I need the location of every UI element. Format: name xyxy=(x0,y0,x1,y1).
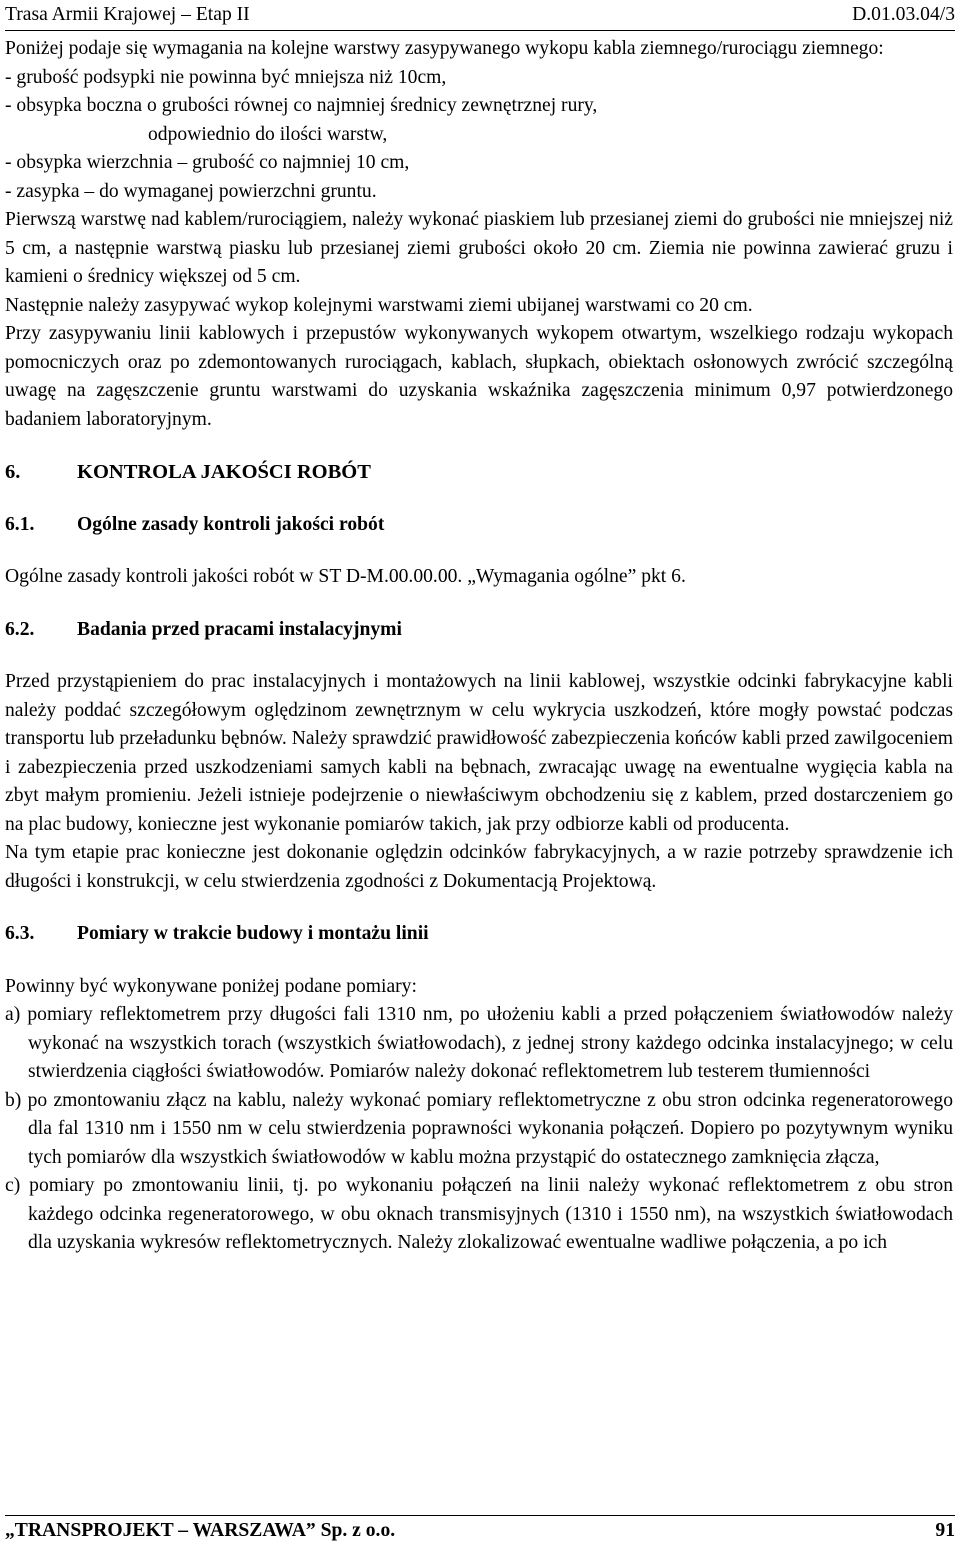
requirement-item: - obsypka wierzchnia – grubość co najmniej 10 cm, xyxy=(5,152,410,173)
section-number: 6. xyxy=(5,461,21,483)
requirement-item-continuation: odpowiednio do ilości warstw, xyxy=(148,123,388,145)
list-item: c) pomiary po zmontowaniu linii, tj. po wykonaniu połączeń na linii należy wykonać reflektometrem z obu stron każdego odcinka regeneratorowego, w obu oknach transmisyjnych (1310 i 1550 nm), na wszystkich światłowodach dla uzyskania wykresów reflektometrycznych. Należy zlokalizować ewentualne wadliwe połączenia, a po ich xyxy=(5,1175,953,1253)
body-paragraph: Przed przystąpieniem do prac instalacyjnych i montażowych na linii kablowej, wszystkie odcinki fabrykacyjne kabli należy poddać szczegółowym oględzinom zewnętrznym w celu wykrycia uszkodzeń, które mogły powstać podczas transportu lub przeładunku bębnów. Należy sprawdzić prawidłowość zabezpieczenia końców kabli przed zawilgoceniem i zabezpieczenia przed uszkodzeniami samych kabli na bębnach, zwracając uwagę na ewentualne wygięcia kabla na zbyt małym promieniu. Jeżeli istnieje podejrzenie o niewłaściwym obchodzeniu się z kablem, przed dostarczeniem go na plac budowy, konieczne jest wykonanie pomiarów takich, jak przy odbiorze kabli od producenta. xyxy=(5,671,953,835)
body-paragraph: Następnie należy zasypywać wykop kolejnymi warstwami ziemi ubijanej warstwami co 20 cm. xyxy=(5,294,753,316)
section-number: 6.1. xyxy=(5,513,35,535)
body-paragraph: Ogólne zasady kontroli jakości robót w ST D-M.00.00.00. „Wymagania ogólne” pkt 6. xyxy=(5,566,686,587)
list-item: a) pomiary reflektometrem przy długości fali 1310 nm, po ułożeniu kabli a przed połączeniem światłowodów należy wykonać na wszystkich torach (wszystkich światłowodach), z jednej strony każdego odcinka instalacyjnego; w celu stwierdzenia ciągłości światłowodów. Pomiarów należy dokonać reflektometrem lub testerem tłumienności xyxy=(5,1004,953,1082)
header-title: Trasa Armii Krajowej – Etap II xyxy=(5,4,250,25)
section-heading-6 xyxy=(5,458,953,487)
section-title: Badania przed pracami instalacyjnymi xyxy=(77,618,402,640)
section-title: Ogólne zasady kontroli jakości robót xyxy=(77,513,385,535)
page-header xyxy=(5,2,955,31)
section-title: Pomiary w trakcie budowy i montażu linii xyxy=(77,923,429,944)
requirement-item: - obsypka boczna o grubości równej co najmniej średnicy zewnętrznej rury, xyxy=(5,95,598,116)
document-body xyxy=(5,35,953,1258)
requirement-item: - zasypka – do wymaganej powierzchni gruntu. xyxy=(5,180,377,202)
section-heading-6-3 xyxy=(5,920,953,949)
body-paragraph: Pierwszą warstwę nad kablem/rurociągiem, należy wykonać piaskiem lub przesianej ziemi do grubości nie mniejszej niż 5 cm, a następnie warstwą piasku lub przesianej ziemi grubości około 20 cm. Ziemia nie powinna zawierać gruzu i kamieni o średnicy większej od 5 cm. xyxy=(5,209,953,287)
section-heading-6-2 xyxy=(5,616,953,645)
page-footer xyxy=(5,1515,955,1546)
section-title: KONTROLA JAKOŚCI ROBÓT xyxy=(77,461,371,483)
body-paragraph: Na tym etapie prac konieczne jest dokonanie oględzin odcinków fabrykacyjnych, a w razie potrzeby sprawdzenie ich długości i konstrukcji, w celu stwierdzenia zgodności z Dokumentacją Projektową. xyxy=(5,842,953,892)
list-item: b) po zmontowaniu złącz na kablu, należy wykonać pomiary reflektometryczne z obu stron odcinka regeneratorowego dla fal 1310 nm i 1550 nm w celu stwierdzenia poprawności wykonania połączeń. Dopiero po pozytywnym wyniku tych pomiarów dla wszystkich światłowodów w kablu można przystąpić do ostatecznego zamknięcia złącza, xyxy=(5,1089,953,1168)
header-doc-code: D.01.03.04/3 xyxy=(852,4,955,25)
footer-company: „TRANSPROJEKT – WARSZAWA” Sp. z o.o. xyxy=(5,1520,396,1541)
page-number: 91 xyxy=(935,1520,955,1541)
section-number: 6.2. xyxy=(5,618,35,640)
body-paragraph: Przy zasypywaniu linii kablowych i przepustów wykonywanych wykopem otwartym, wszelkiego rodzaju wykopach pomocniczych oraz po zdemontowanych rurociągach, kablach, słupkach, obiektach osłonowych zwrócić szczególną uwagę na zagęszczenie gruntu warstwami do uzyskania wskaźnika zagęszczenia minimum 0,97 potwierdzonego badaniem laboratoryjnym. xyxy=(5,323,953,430)
body-paragraph: Powinny być wykonywane poniżej podane pomiary: xyxy=(5,975,417,997)
requirement-item: - grubość podsypki nie powinna być mniejsza niż 10cm, xyxy=(5,66,447,88)
intro-paragraph: Poniżej podaje się wymagania na kolejne warstwy zasypywanego wykopu kabla ziemnego/rurociągu ziemnego: xyxy=(5,38,884,59)
section-number: 6.3. xyxy=(5,923,35,944)
section-heading-6-1 xyxy=(5,511,953,540)
